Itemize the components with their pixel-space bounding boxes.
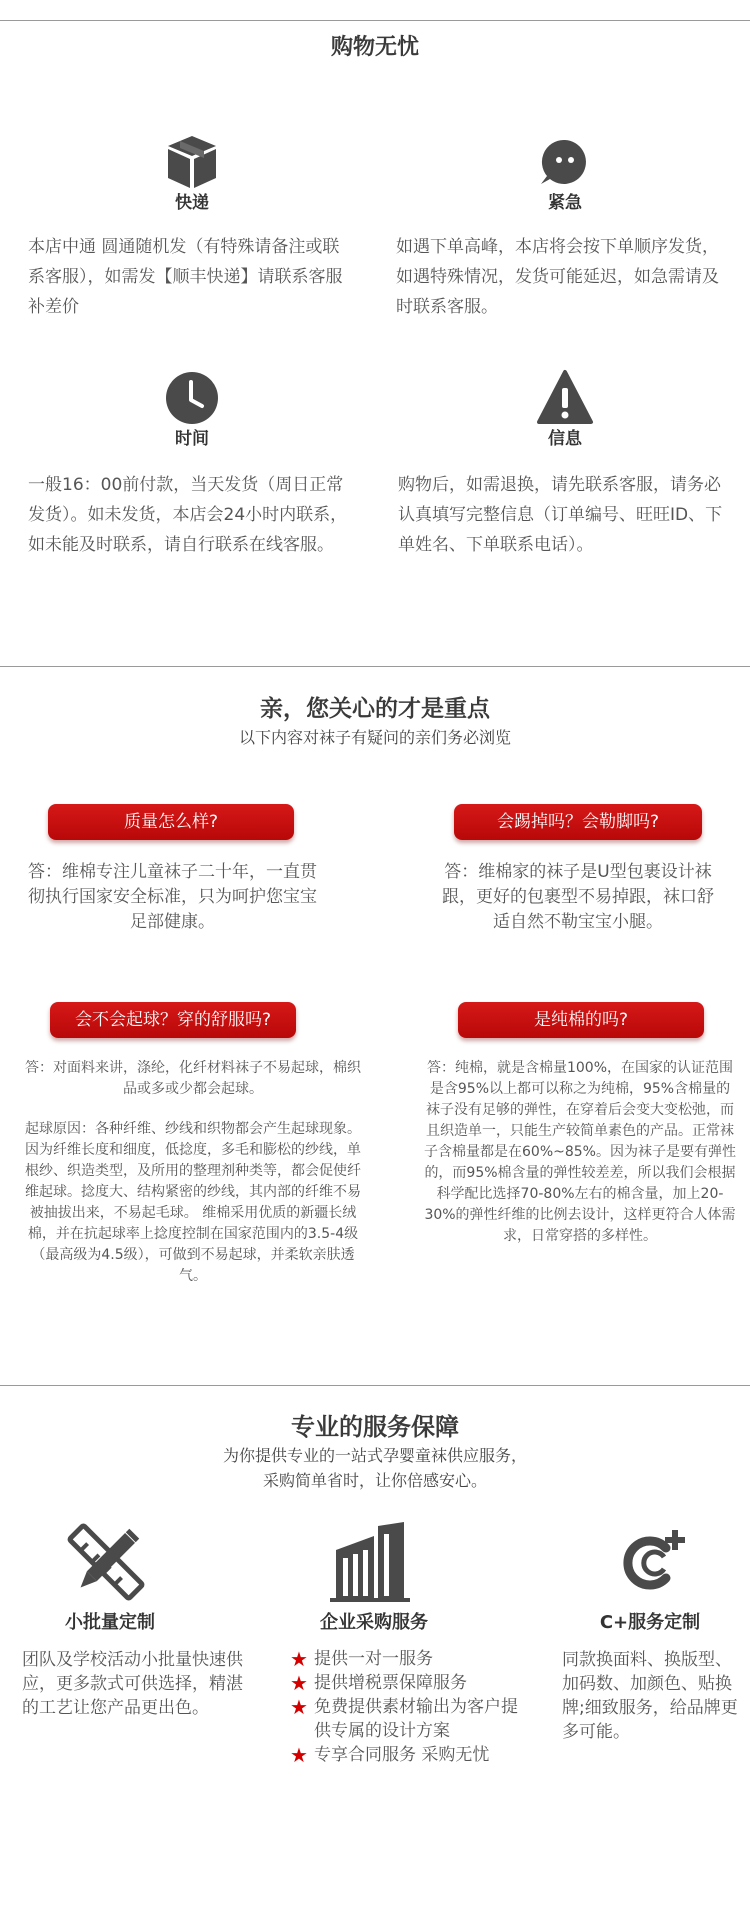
faq-divider [0,666,750,667]
faq-question-cotton[interactable]: 是纯棉的吗? [458,1002,704,1038]
chat-face-icon [535,132,595,192]
section-subtitle-line-1: 为你提供专业的一站式孕婴童袜供应服务， [222,1446,527,1465]
service-list-item: ★ 免费提供素材输出为客户提供专属的设计方案 [290,1695,518,1741]
feature-text-express: 本店中通 圆通随机发（有特殊请备注或联系客服），如需发【顺丰快递】请联系客服补差价 [28,237,343,317]
feature-label-time: 时间 [175,429,209,449]
warning-icon [535,368,595,428]
feature-text-time: 一般16：00前付款，当天发货（周日正常发货）。如未发货，本店会24小时内联系，如未能及时联系，请自行联系在线客服。 [28,475,348,555]
faq-question-quality[interactable]: 质量怎么样? [48,804,294,840]
faq-answer-pilling: 答：对面料来讲，涤纶，化纤材料袜子不易起球，棉织品或多或少都会起球。 [25,1060,361,1097]
service-label-c-plus: C+服务定制 [599,1612,701,1633]
faq-answer-pilling-detail: 起球原因：各种纤维、纱线和织物都会产生起球现象。因为纤维长度和细度，低捻度，多毛和膨松的纱线，单根纱、织造类型，及所用的整理剂种类等，都会促使纤维起球。捻度大、结构紧密的纱线，其内部的纤维不易被抽拔出来，不易起毛球。 维棉采用优质的新疆长绒棉，并在抗起球率上捻度控制在国家范围内的3.5-4级（最高级为4.5级），可做到不易起球，并柔软亲肤透气。 [25,1121,361,1284]
service-text-small-batch: 团队及学校活动小批量快速供应，更多款式可供选择，精湛的工艺让您产品更出色。 [22,1650,243,1718]
section-title-faq: 亲，您关心的才是重点 [260,696,490,722]
clock-icon [162,368,222,428]
c-plus-icon [612,1522,692,1602]
service-divider [0,1385,750,1386]
package-box-icon [162,132,222,192]
service-label-small-batch: 小批量定制 [65,1612,155,1633]
feature-label-urgent: 紧急 [548,193,582,213]
service-label-enterprise: 企业采购服务 [320,1612,428,1633]
service-list-item: ★ 提供一对一服务 [290,1647,433,1671]
star-icon: ★ [290,1671,308,1695]
pencil-ruler-icon [66,1522,146,1602]
star-icon: ★ [290,1743,308,1767]
section-title-shopping: 购物无忧 [330,35,419,60]
feature-text-info: 购物后，如需退换，请先联系客服，请务必认真填写完整信息（订单编号、旺旺ID、下单姓名、下单联系电话）。 [398,475,723,555]
star-icon: ★ [290,1695,308,1719]
service-text-c-plus: 同款换面料、换版型、加码数、加颜色、贴换牌;细致服务，给品牌更多可能。 [562,1650,738,1742]
feature-text-urgent: 如遇下单高峰，本店将会按下单顺序发货，如遇特殊情况，发货可能延迟，如急需请及时联系客服。 [396,237,719,317]
feature-label-info: 信息 [548,429,582,449]
faq-answer-quality: 答：维棉专注儿童袜子二十年，一直贯彻执行国家安全标准，只为呵护您宝宝足部健康。 [28,862,317,932]
building-icon [330,1522,410,1602]
feature-label-express: 快递 [175,193,209,213]
section-title-service: 专业的服务保障 [291,1413,459,1441]
service-list-enterprise [290,1647,522,1767]
faq-question-fit[interactable]: 会踢掉吗？会勒脚吗? [454,804,702,840]
service-list-item: ★ 专享合同服务 采购无忧 [290,1743,490,1767]
section-subtitle-line-2: 采购简单省时，让你倍感安心。 [262,1471,487,1490]
top-divider [0,20,750,21]
section-subtitle-faq: 以下内容对袜子有疑问的亲们务必浏览 [238,728,511,747]
service-list-item: ★ 提供增税票保障服务 [290,1671,467,1695]
faq-answer-cotton: 答：纯棉，就是含棉量100%，在国家的认证范围是含95%以上都可以称之为纯棉，95%含棉量的袜子没有足够的弹性，在穿着后会变大变松弛，而且织造单一，只能生产较简单素色的产品。正常袜子含棉量都是在60%~85%。因为袜子是要有弹性的，而95%棉含量的弹性较差差，所以我们会根据科学配比选择70-80%左右的棉含量，加上20-30%的弹性纤维的比例去设计，这样更符合人体需求，日常穿搭的多样性。 [424,1060,736,1244]
faq-question-pilling[interactable]: 会不会起球？穿的舒服吗? [50,1002,296,1038]
faq-answer-fit: 答：维棉家的袜子是U型包裹设计袜跟，更好的包裹型不易掉跟，袜口舒适自然不勒宝宝小腿。 [442,862,714,932]
star-icon: ★ [290,1647,308,1671]
